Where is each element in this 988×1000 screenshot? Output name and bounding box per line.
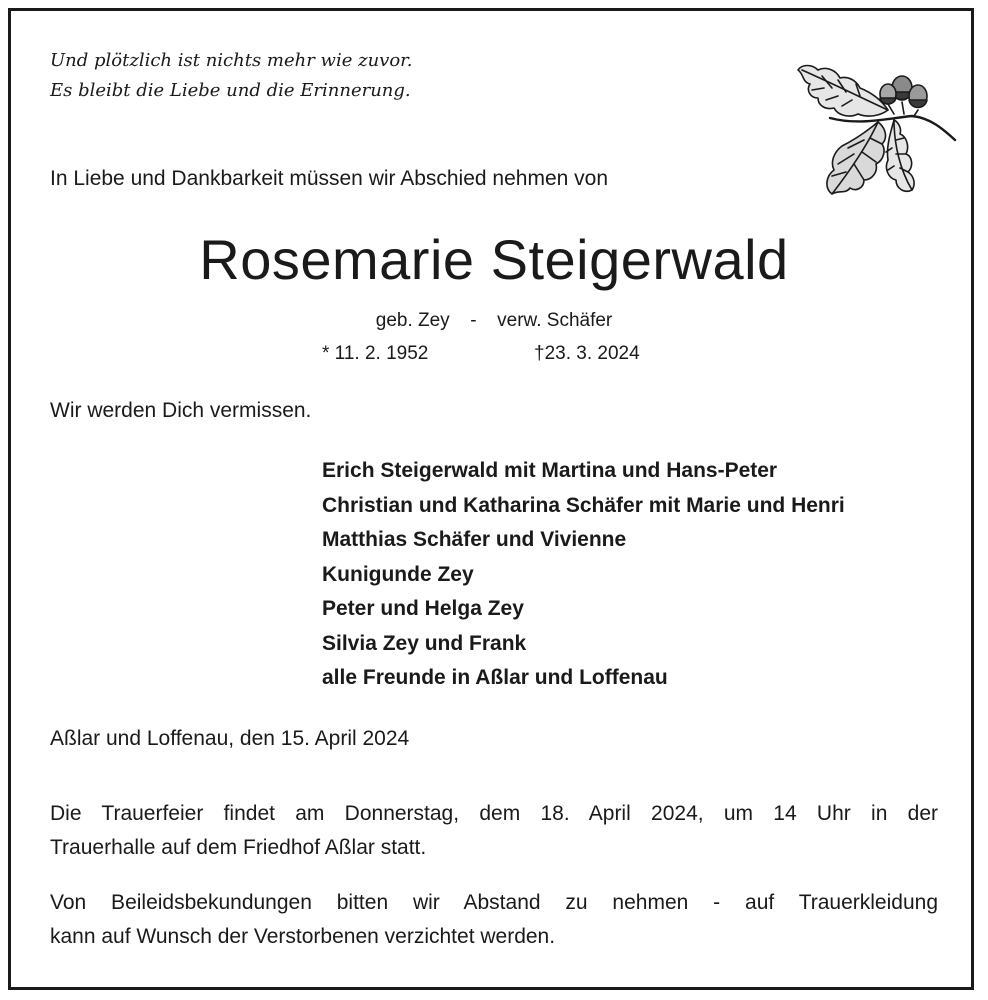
- family-member: alle Freunde in Aßlar und Loffenau: [322, 666, 668, 689]
- condolence-line-2: kann auf Wunsch der Verstorbenen verzichtet werden.: [50, 925, 556, 948]
- place-and-date: Aßlar und Loffenau, den 15. April 2024: [50, 727, 410, 750]
- ceremony-info: [50, 797, 938, 865]
- miss-you-text: Wir werden Dich vermissen.: [50, 399, 312, 422]
- widowed-name: verw. Schäfer: [497, 310, 613, 331]
- condolence-request: [50, 886, 938, 954]
- family-member: Christian und Katharina Schäfer mit Marie und Henri: [322, 493, 845, 517]
- family-list: [322, 454, 845, 696]
- name-separator: -: [470, 310, 477, 331]
- motto-line-1: Und plötzlich ist nichts mehr wie zuvor.: [50, 50, 413, 71]
- condolence-line-1: Von Beileidsbekundungen bitten wir Abstand zu nehmen - auf Trauerkleidung: [50, 891, 938, 914]
- oak-leaves-acorns-icon: [790, 48, 960, 208]
- maiden-and-widowed-names: [0, 307, 988, 335]
- family-member: Erich Steigerwald mit Martina und Hans-Peter: [322, 459, 778, 482]
- birth-name: geb. Zey: [375, 310, 450, 331]
- family-member: Matthias Schäfer und Vivienne: [322, 528, 627, 551]
- ceremony-line-1: Die Trauerfeier findet am Donnerstag, dem 18. April 2024, um 14 Uhr in der: [50, 802, 938, 825]
- birth-date: * 11. 2. 1952: [322, 343, 429, 364]
- family-member: Kunigunde Zey: [322, 562, 474, 586]
- motto: [50, 46, 413, 106]
- deceased-name: Rosemarie Steigerwald: [199, 228, 789, 291]
- death-date: †23. 3. 2024: [534, 343, 640, 364]
- intro-text: In Liebe und Dankbarkeit müssen wir Abschied nehmen von: [50, 167, 608, 190]
- family-member: Peter und Helga Zey: [322, 597, 524, 620]
- ceremony-line-2: Trauerhalle auf dem Friedhof Aßlar statt.: [50, 836, 427, 859]
- family-member: Silvia Zey und Frank: [322, 631, 527, 655]
- motto-line-2: Es bleibt die Liebe und die Erinnerung.: [50, 80, 411, 101]
